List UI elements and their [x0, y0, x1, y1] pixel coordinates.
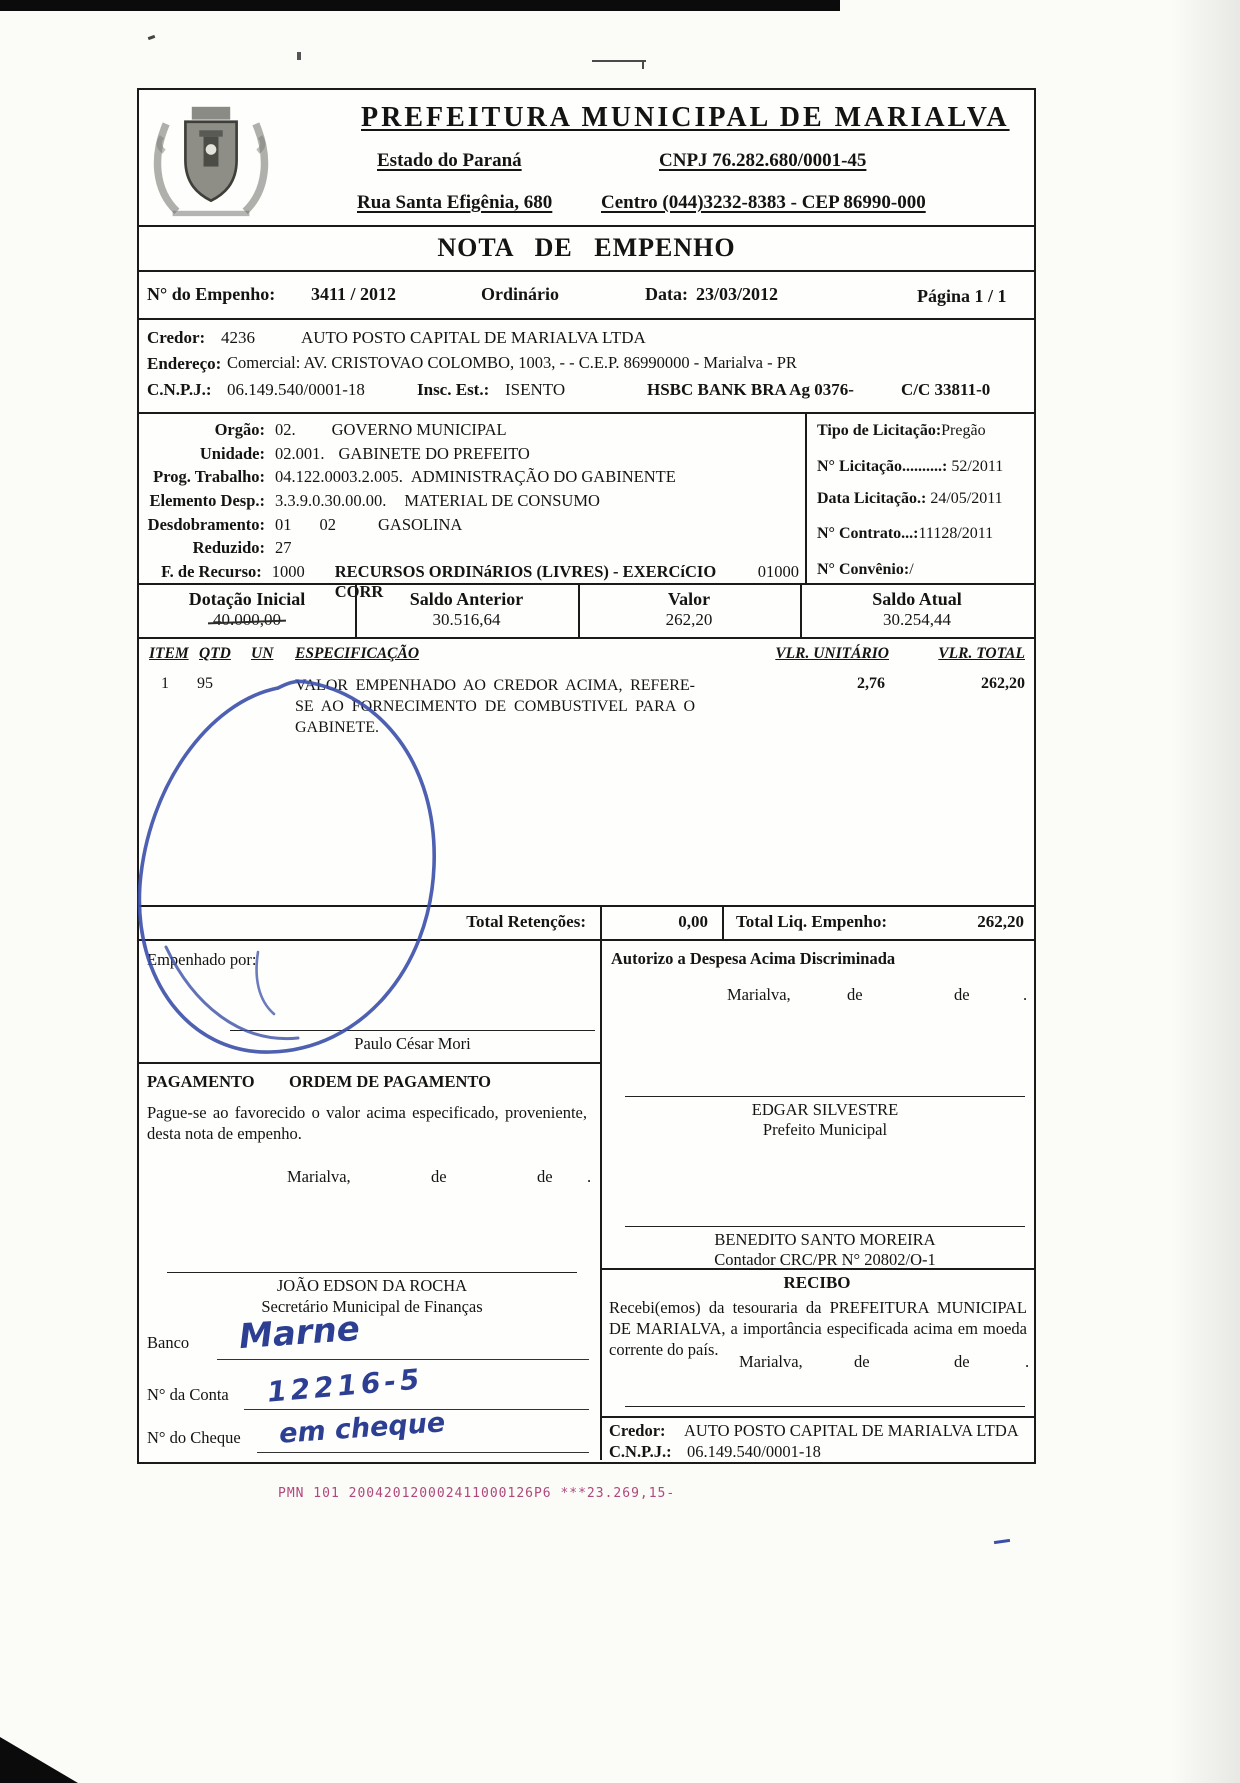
- scan-artifact-top-bar: [0, 0, 840, 11]
- saldo-anterior-cell: [355, 585, 580, 639]
- recibo-de-2: de: [954, 1352, 970, 1371]
- item-vlr-unitario: 2,76: [857, 675, 885, 692]
- recibo-credor-valor: AUTO POSTO CAPITAL DE MARIALVA LTDA: [684, 1421, 1019, 1440]
- pagamento-divider: [139, 1062, 600, 1064]
- saldo-atual-value: 30.254,44: [883, 610, 951, 629]
- recibo-cnpj-label: C.N.P.J.:: [609, 1442, 672, 1461]
- elemento-name: MATERIAL DE CONSUMO: [404, 491, 600, 510]
- desdobramento-name: GASOLINA: [378, 515, 463, 534]
- conta-label: N° da Conta: [147, 1385, 229, 1404]
- licitacao-numero-label: N° Licitação..........:: [817, 458, 948, 475]
- assinaturas-area: [139, 937, 1034, 1460]
- orgao-row: [139, 420, 507, 440]
- valor-header: Valor: [667, 589, 711, 609]
- coat-of-arms-logo: [147, 94, 275, 222]
- autorizo-de-1: de: [847, 985, 863, 1004]
- licitacao-box: [805, 414, 1036, 585]
- col-header-qtd: QTD: [199, 645, 231, 662]
- elemento-row: [139, 491, 600, 511]
- reduzido-row: [139, 538, 292, 558]
- fonte-recurso-extra: 01000: [757, 562, 799, 581]
- licitacao-data-value: 24/05/2011: [930, 490, 1003, 507]
- credor-block: [139, 318, 1034, 414]
- empenho-number-label: N° do Empenho:: [147, 284, 276, 304]
- total-liq-label: Total Liq. Empenho:: [736, 912, 887, 931]
- totais-divider-1: [600, 907, 602, 939]
- licitacao-data-row: [817, 490, 1003, 508]
- credor-label: Credor:: [147, 328, 206, 347]
- insc-est-value: ISENTO: [505, 380, 566, 399]
- prog-trabalho-label: Prog. Trabalho:: [153, 467, 265, 486]
- col-header-vlr-total: VLR. TOTAL: [938, 645, 1025, 662]
- total-retencoes-label: Total Retenções:: [466, 912, 586, 931]
- empenhado-assinante: Paulo César Mori: [354, 1034, 471, 1053]
- desdobramento-code: 01: [275, 515, 292, 534]
- valor-value: 262,20: [665, 610, 713, 629]
- scan-artifact-corner: [0, 1737, 78, 1783]
- scan-artifact-mark-2: [297, 52, 301, 60]
- convenio-value: /: [909, 561, 914, 578]
- empenho-date-value: 23/03/2012: [696, 284, 779, 304]
- prog-trabalho-code: 04.122.0003.2.005.: [275, 467, 403, 486]
- credor-name: AUTO POSTO CAPITAL DE MARIALVA LTDA: [301, 328, 646, 347]
- empenhado-por-label: Empenhado por:: [147, 950, 257, 969]
- col-header-item: ITEM: [149, 645, 189, 662]
- fonte-recurso-name: RECURSOS ORDINáRIOS (LIVRES) - EXERCíCIO CORR: [334, 562, 717, 601]
- secretario-nome: JOÃO EDSON DA ROCHA: [276, 1276, 468, 1295]
- conta-valor-manuscrito: 12216-5: [265, 1362, 425, 1409]
- empenho-number-value: 3411 / 2012: [311, 284, 397, 304]
- assinatura-linha-empenhado: [230, 1030, 595, 1031]
- saldo-anterior-value: 30.516,64: [432, 610, 501, 629]
- org-cnpj: CNPJ 76.282.680/0001-45: [659, 150, 867, 171]
- doc-title-band: [139, 225, 1034, 272]
- contrato-value: 11128/2011: [918, 525, 994, 542]
- page-indicator: Página 1 / 1: [917, 286, 1007, 306]
- desdobramento-row: [139, 515, 462, 535]
- empenho-type: Ordinário: [481, 284, 560, 304]
- saldo-atual-cell: [800, 585, 1034, 639]
- assinatura-linha-prefeito: [625, 1096, 1025, 1097]
- ordem-pagamento-titulo: ORDEM DE PAGAMENTO: [289, 1072, 491, 1091]
- form-header: [139, 90, 1034, 225]
- prog-trabalho-row: [139, 467, 676, 487]
- org-contact: Centro (044)3232-8383 - CEP 86990-000: [601, 192, 926, 213]
- contador-nome: BENEDITO SANTO MOREIRA: [714, 1230, 936, 1249]
- pagamento-texto: Pague-se ao favorecido o valor acima especificado, proveniente, desta nota de empenho.: [147, 1103, 587, 1143]
- state-label: Estado do Paraná: [377, 150, 522, 171]
- dot-matrix-print-line: PMN 101 200420120002411000126P6 ***23.269,15-: [278, 1486, 676, 1501]
- cnpj-label: C.N.P.J.:: [147, 380, 212, 399]
- unidade-code: 02.001.: [275, 444, 325, 463]
- dotacao-row: [139, 583, 1034, 639]
- pagamento-ponto: .: [587, 1167, 592, 1186]
- prefeito-nome: EDGAR SILVESTRE: [751, 1100, 899, 1119]
- prog-trabalho-name: ADMINISTRAÇÃO DO GABINENTE: [410, 467, 676, 486]
- item-vlr-total: 262,20: [981, 675, 1025, 692]
- saldo-anterior-header: Saldo Anterior: [409, 589, 524, 609]
- recibo-cidade: Marialva,: [739, 1352, 803, 1371]
- autorizo-titulo: Autorizo a Despesa Acima Discriminada: [611, 949, 896, 968]
- scan-artifact-mark-4: [642, 60, 644, 69]
- recibo-de-1: de: [854, 1352, 870, 1371]
- orgao-label: Orgão:: [214, 420, 265, 439]
- scan-artifact-mark-3: [592, 60, 646, 62]
- licitacao-tipo-value: Pregão: [941, 422, 986, 439]
- dotacao-inicial-cell: [139, 585, 357, 639]
- licitacao-tipo-row: [817, 422, 986, 440]
- fonte-recurso-code: 1000: [271, 562, 305, 581]
- coluna-divider: [600, 937, 602, 1460]
- reduzido-label: Reduzido:: [192, 538, 265, 557]
- fonte-recurso-label: F. de Recurso:: [161, 562, 262, 581]
- item-especificacao: VALOR EMPENHADO AO CREDOR ACIMA, REFERE-SE AO FORNECIMENTO DE COMBUSTIVEL PARA O GABINETE.: [295, 677, 695, 736]
- item-qtd: 95: [197, 675, 213, 692]
- org-street: Rua Santa Efigênia, 680: [357, 192, 553, 213]
- dotacao-inicial-value: 40.000,00: [213, 610, 281, 629]
- elemento-code: 3.3.9.0.30.00.00.: [275, 491, 387, 510]
- unidade-row: [139, 444, 530, 464]
- unidade-label: Unidade:: [199, 444, 265, 463]
- scan-artifact-mark-1: [148, 35, 156, 40]
- desdobramento-label: Desdobramento:: [147, 515, 265, 534]
- elemento-label: Elemento Desp.:: [149, 491, 265, 510]
- nota-de-empenho-form: [137, 88, 1036, 1464]
- dotacao-inicial-header: Dotação Inicial: [188, 589, 306, 609]
- totais-divider-2: [722, 907, 724, 939]
- col-header-especificacao: ESPECIFICAÇÃO: [295, 645, 420, 662]
- org-name: PREFEITURA MUNICIPAL DE MARIALVA: [361, 102, 1010, 133]
- recibo-divider: [600, 1268, 1034, 1270]
- total-retencoes-value: 0,00: [678, 912, 708, 931]
- assinatura-linha-recibo: [625, 1406, 1025, 1407]
- empenho-info-row: [139, 270, 1034, 320]
- unidade-name: GABINETE DO PREFEITO: [338, 444, 530, 463]
- credor-code: 4236: [221, 328, 255, 347]
- pagamento-titulo: PAGAMENTO: [147, 1072, 255, 1091]
- recibo-cnpj-valor: 06.149.540/0001-18: [687, 1442, 821, 1461]
- contador-cargo: Contador CRC/PR N° 20802/O-1: [714, 1250, 936, 1269]
- licitacao-data-label: Data Licitação.:: [817, 490, 927, 507]
- item-number: 1: [161, 675, 169, 692]
- assinatura-linha-secretario: [167, 1272, 577, 1273]
- reduzido-code: 27: [275, 538, 292, 557]
- banco-agencia: HSBC BANK BRA Ag 0376-: [647, 380, 854, 399]
- total-liq-value: 262,20: [977, 912, 1024, 931]
- pagamento-cidade: Marialva,: [287, 1167, 351, 1186]
- cheque-label: N° do Cheque: [147, 1428, 241, 1447]
- col-header-un: UN: [251, 645, 274, 662]
- orgao-name: GOVERNO MUNICIPAL: [331, 420, 507, 439]
- endereco-label: Endereço:: [147, 354, 222, 373]
- pagamento-de-1: de: [431, 1167, 447, 1186]
- contrato-row: [817, 525, 993, 543]
- contrato-label: N° Contrato...:: [817, 525, 919, 542]
- convenio-row: [817, 561, 914, 579]
- doc-title: NOTA DE EMPENHO: [437, 233, 736, 262]
- orgao-code: 02.: [275, 420, 296, 439]
- cnpj-value: 06.149.540/0001-18: [227, 380, 365, 399]
- licitacao-tipo-label: Tipo de Licitação:: [817, 422, 942, 439]
- convenio-label: N° Convênio:: [817, 561, 910, 578]
- recibo-ponto: .: [1025, 1352, 1030, 1371]
- saldo-atual-header: Saldo Atual: [872, 589, 962, 609]
- secretario-cargo: Secretário Municipal de Finanças: [261, 1297, 483, 1316]
- insc-est-label: Insc. Est.:: [417, 380, 490, 399]
- totais-row: [139, 905, 1034, 941]
- banco-linha: [217, 1359, 589, 1360]
- autorizo-ponto: .: [1023, 985, 1028, 1004]
- recibo-titulo: RECIBO: [783, 1273, 851, 1292]
- recibo-credor-label: Credor:: [609, 1421, 666, 1440]
- autorizo-de-2: de: [954, 985, 970, 1004]
- valor-cell: [578, 585, 802, 639]
- pen-stray-mark: [994, 1539, 1010, 1544]
- prefeito-cargo: Prefeito Municipal: [762, 1120, 888, 1139]
- desdobramento-code-2: 02: [319, 515, 336, 534]
- autorizo-cidade: Marialva,: [727, 985, 791, 1004]
- cheque-linha: [257, 1452, 589, 1453]
- banco-label: Banco: [147, 1333, 190, 1352]
- cheque-valor-manuscrito: em cheque: [278, 1407, 447, 1450]
- pagamento-de-2: de: [537, 1167, 553, 1186]
- licitacao-numero-value: 52/2011: [951, 458, 1004, 475]
- itens-table: [139, 637, 1034, 907]
- recibo-credor-divider: [600, 1416, 1034, 1418]
- assinatura-linha-contador: [625, 1226, 1025, 1227]
- licitacao-numero-row: [817, 458, 1003, 476]
- conta-corrente: C/C 33811-0: [901, 380, 991, 399]
- col-header-vlr-unitario: VLR. UNITÁRIO: [775, 645, 889, 662]
- banco-valor-manuscrito: Marne: [237, 1308, 362, 1358]
- empenho-date-label: Data:: [645, 284, 688, 304]
- recibo-texto: Recebi(emos) da tesouraria da PREFEITURA MUNICIPAL DE MARIALVA, a importância especificada acima em moeda corrente do país.: [609, 1298, 1027, 1359]
- endereco-value: Comercial: AV. CRISTOVAO COLOMBO, 1003, - - C.E.P. 86990000 - Marialva - PR: [227, 353, 797, 372]
